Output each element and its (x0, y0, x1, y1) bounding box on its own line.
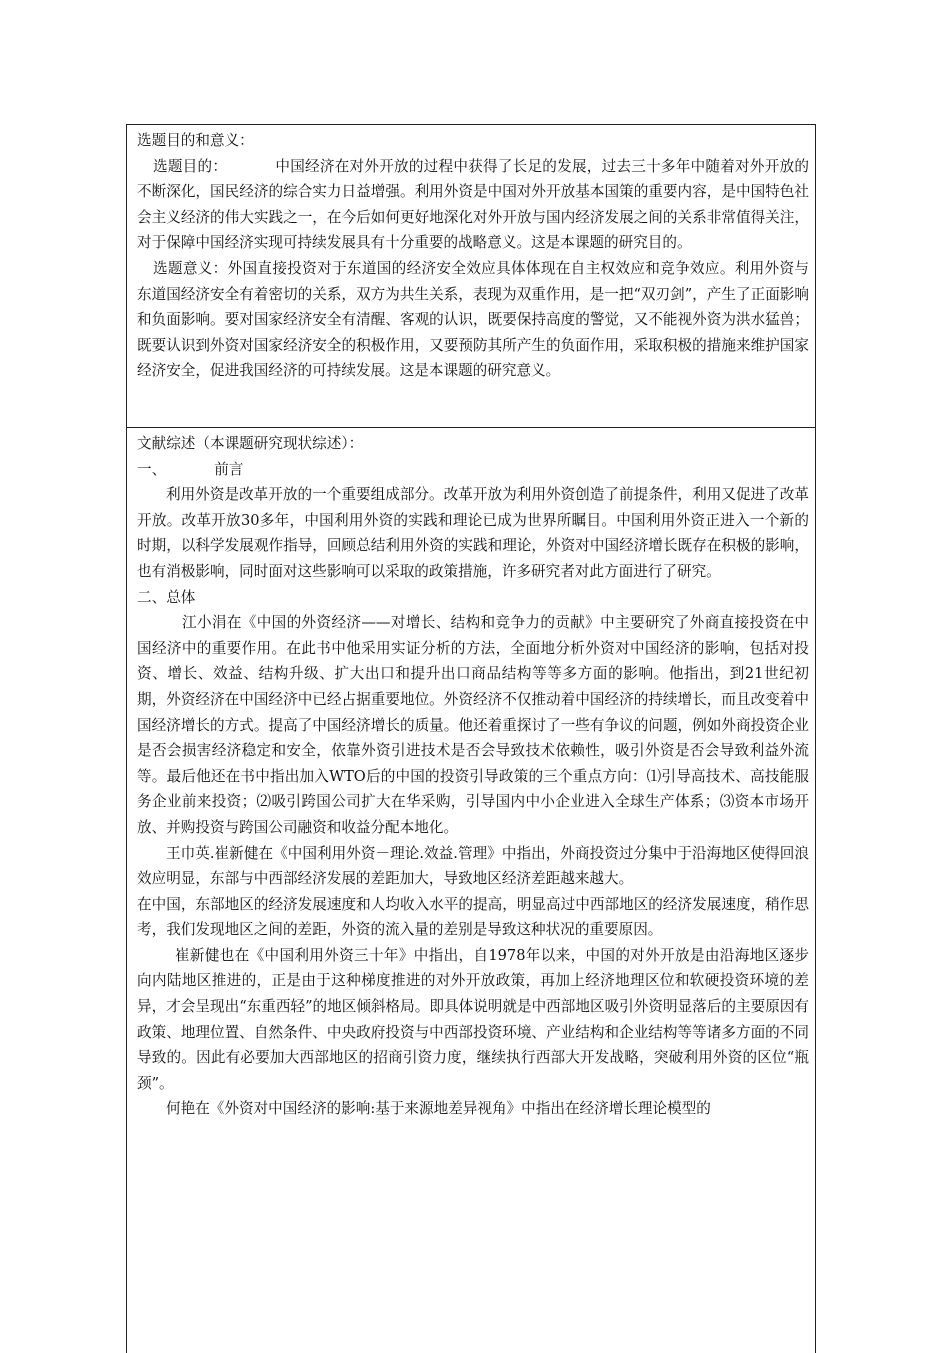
significance-paragraph: 选题意义：外国直接投资对于东道国的经济安全效应具体体现在自主权效应和竞争效应。利用外资与东道国经济安全有着密切的关系，双方为共生关系，表现为双重作用，是一把“双刃剑”，产生了正面影响和负面影响。要对国家经济安全有清醒、客观的认识，既要保持高度的警觉，又不能视外资为洪水猛兽；既要认识到外资对国家经济安全的积极作用，又要预防其所产生的负面作用，采取积极的措施来维护国家经济安全，促进我国经济的可持续发展。这是本课题的研究意义。 (137, 259, 809, 380)
section2-heading: 文献综述（本课题研究现状综述）： (137, 435, 364, 452)
subsection-overall: 二、总体 (137, 588, 196, 606)
purpose-significance-cell (126, 124, 816, 427)
subsection-preface (137, 457, 809, 483)
purpose-paragraph (137, 154, 809, 256)
he-paragraph: 何艳在《外资对中国经济的影响:基于来源地差异视角》中指出在经济增长理论模型的 (166, 1100, 711, 1118)
purpose-label: 选题目的： (153, 157, 228, 175)
proposal-table (126, 124, 816, 1353)
literature-review-cell (126, 427, 816, 1353)
purpose-text: 中国经济在对外开放的过程中获得了长足的发展，过去三十多年中随着对外开放的不断深化，国民经济的综合实力日益增强。利用外资是中国对外开放基本国策的重要内容，是中国特色社会主义经济的伟大实践之一，在今后如何更好地深化对外开放与国内经济发展之间的关系非常值得关注，对于保障中国经济实现可持续发展具有十分重要的战略意义。这是本课题的研究目的。 (137, 157, 809, 252)
wang-paragraph: 王巾英.崔新健在《中国利用外资－理论.效益.管理》中指出，外商投资过分集中于沿海地区使得回浪效应明显，东部与中西部经济发展的差距加大，导致地区经济差距越来越大。 (137, 844, 809, 888)
preface-paragraph: 利用外资是改革开放的一个重要组成部分。改革开放为利用外资创造了前提条件，利用又促进了改革开放。改革开放30多年，中国利用外资的实践和理论已成为世界所瞩目。中国利用外资正进入一个新的时期，以科学发展观作指导，回顾总结利用外资的实践和理论，外资对中国经济增长既存在积极的影响，也有消极影响，同时面对这些影响可以采取的政策措施，许多研究者对此方面进行了研究。 (137, 486, 809, 580)
jiang-paragraph: 江小涓在《中国的外资经济——对增长、结构和竞争力的贡献》中主要研究了外商直接投资在中国经济中的重要作用。在此书中他采用实证分析的方法，全面地分析外资对中国经济的影响，包括对投资、增长、效益、结构升级、扩大出口和提升出口商品结构等等多方面的影响。他指出，到21世纪初期，外资经济在中国经济中已经占据重要地位。外资经济不仅推动着中国经济的持续增长，而且改变着中国经济增长的方式。提高了中国经济增长的质量。他还着重探讨了一些有争议的问题，例如外商投资企业是否会损害经济稳定和安全，依靠外资引进技术是否会导致技术依赖性，吸引外资是否会导致利益外流等。最后他还在书中指出加入WTO后的中国的投资引导政策的三个重点方向：⑴引导高技术、高技能服务企业前来投资；⑵吸引跨国公司扩大在华采购，引导国内中小企业进入全球生产体系；⑶资本市场开放、并购投资与跨国公司融资和收益分配本地化。 (137, 614, 809, 836)
cui-paragraph: 崔新健也在《中国利用外资三十年》中指出，自1978年以来，中国的对外开放是由沿海地区逐步向内陆地区推进的，正是由于这种梯度推进的对外开放政策，再加上经济地理区位和软硬投资环境的差异，才会呈现出“东重西轻”的地区倾斜格局。即具体说明就是中西部地区吸引外资明显落后的主要原因有政策、地理位置、自然条件、中央政府投资与中西部投资环境、产业结构和企业结构等等诸多方面的不同导致的。因此有必要加大西部地区的招商引资力度，继续执行西部大开发战略，突破利用外资的区位“瓶颈”。 (137, 946, 809, 1092)
east-west-paragraph: 在中国，东部地区的经济发展速度和人均收入水平的提高，明显高过中西部地区的经济发展速度，稍作思考，我们发现地区之间的差距，外资的流入量的差别是导致这种状况的重要原因。 (137, 895, 809, 939)
subsection-preface-number: 一、 (137, 460, 167, 478)
section1-heading: 选题目的和意义： (137, 132, 254, 149)
subsection-preface-title: 前言 (214, 460, 244, 478)
